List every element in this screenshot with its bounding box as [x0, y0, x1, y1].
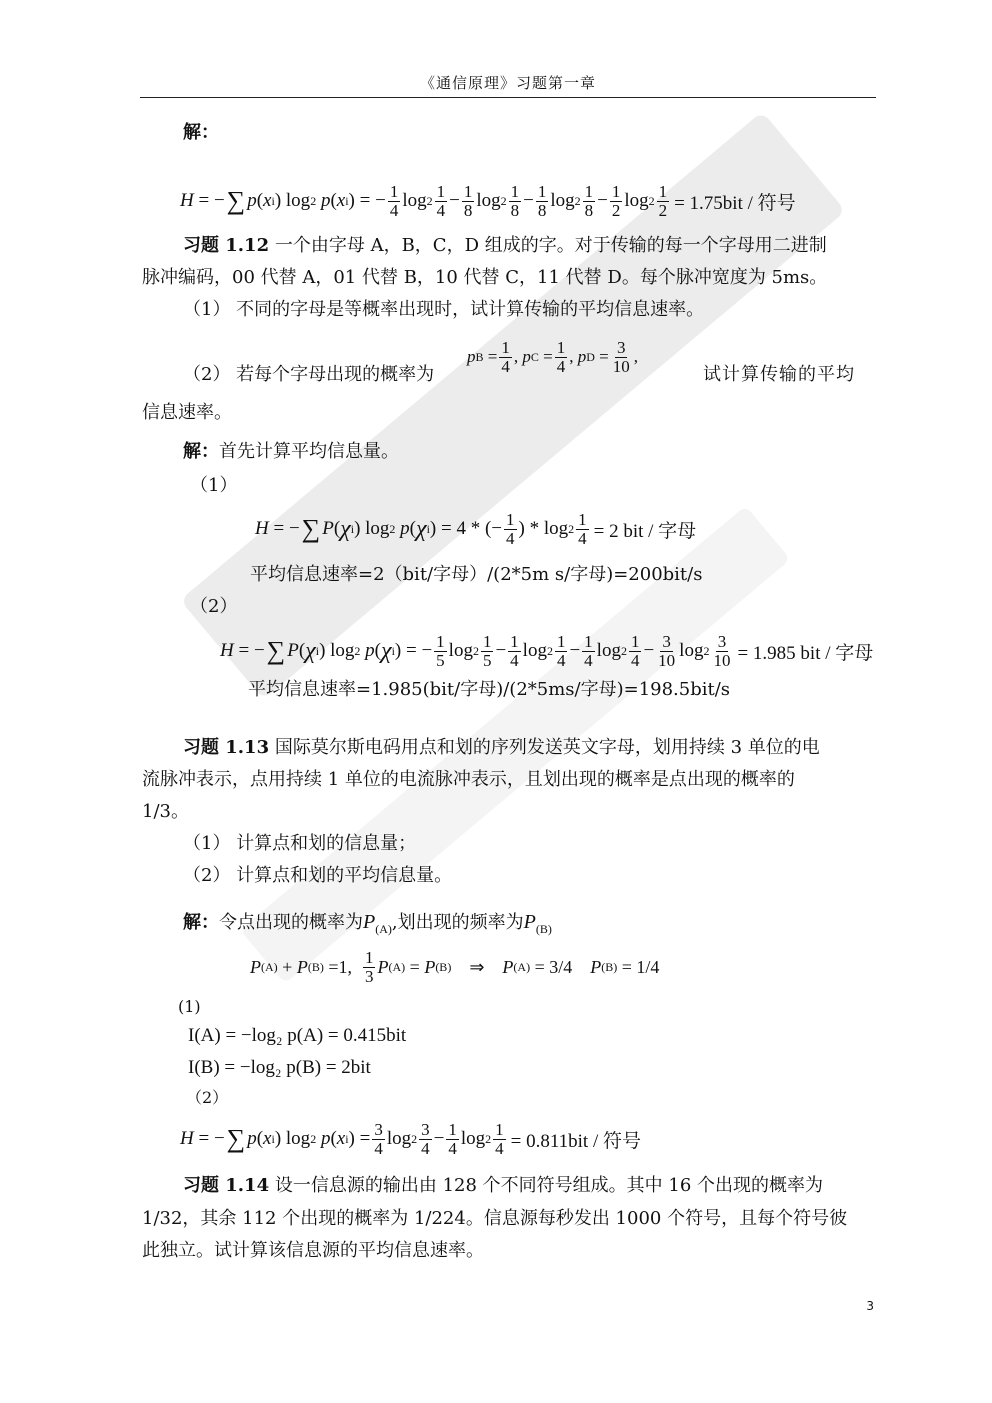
equation-1-result: = 1.75bit / 符号 [674, 192, 796, 214]
solution-1-13-text-a: 令点出现的概率为 [219, 912, 363, 933]
solution-1-13-part2-number: （2） [186, 1088, 229, 1107]
equation-nonuniform-result: = 1.985 bit / 字母 [737, 642, 874, 664]
problem-1-12-line2: 脉冲编码，00 代替 A，01 代替 B，10 代替 C，11 代替 D。每个脉冲宽度为 5ms。 [142, 267, 828, 288]
problem-1-13-text1: 国际莫尔斯电码用点和划的序列发送英文字母，划用持续 3 单位的电 [274, 737, 820, 758]
solution-1-12-rate2: 平均信息速率=1.985(bit/字母)/(2*5ms/字母)=198.5bit/s [248, 679, 731, 700]
solution-1-12-intro-text: 首先计算平均信息量。 [219, 441, 399, 462]
solution-1-13-part1-number: (1) [178, 997, 201, 1016]
probability-relations: P (A) + P (B) =1, $\frac{1}{3}$ P (A) = P (B) ⇒ P (A) = 3/4 P (B) = 1/4 [250, 947, 660, 986]
solution-1-12-part2-number: （2） [190, 596, 238, 617]
page-number: 3 [866, 1299, 874, 1313]
problem-1-12-q2-tail: 试计算传输的平均 [703, 364, 855, 385]
problem-1-13-line1 [183, 739, 820, 757]
problem-1-13-label: 习题 1.13 [183, 737, 270, 758]
problem-1-12-q2-text: （2） 若每个字母出现的概率为 [183, 364, 435, 385]
problem-1-14-line3: 此独立。试计算该信息源的平均信息速率。 [142, 1240, 484, 1261]
information-b: I(B) = −log₂ p(B) = 2bit [188, 1057, 371, 1078]
header-rule [140, 97, 876, 98]
equation-uniform-result: = 2 bit / 字母 [593, 520, 697, 542]
problem-1-14-text1: 设一信息源的输出由 128 个不同符号组成。其中 16 个出现的概率为 [274, 1175, 823, 1196]
entropy-equation-nonuniform: H = − ∑ P ( χ i ) log 2 p ( χ i ) = − $\frac{1}{5}$ log 2 $\frac{1}{5}$ − $\frac{1}{4}$ log 2 $\frac{1}{4}$ − $\frac{1}{4}$ log 2 $\frac{1}{4}$ − $\frac{3}{10}$ log 2 $\frac{3}{10}$ = 1.985 bit / 字母 [220, 631, 874, 670]
problem-1-13-q2: （2） 计算点和划的平均信息量。 [183, 865, 453, 886]
problem-1-12-probabilities: p B = $\frac{1}{4}$ , p C = $\frac{1}{4}$ , p D = $\frac{3}{10}$ , [467, 337, 638, 376]
problem-1-12-text1: 一个由字母 A，B，C，D 组成的字。对于传输的每一个字母用二进制 [274, 235, 827, 256]
solution-1-13-text-b: ,划出现的频率为 [391, 912, 524, 933]
solution-1-13-label: 解： [183, 912, 219, 933]
information-a: I(A) = −log₂ p(A) = 0.415bit [188, 1025, 407, 1046]
problem-1-12-q2-end: 信息速率。 [142, 402, 232, 423]
equation-morse-result: = 0.811bit / 符号 [510, 1130, 641, 1152]
solution-1-12-rate1: 平均信息速率=2（bit/字母）/(2*5m s/字母)=200bit/s [250, 564, 703, 585]
solution-label: 解： [183, 122, 219, 143]
problem-1-14-label: 习题 1.14 [183, 1175, 270, 1196]
entropy-equation-uniform: H = − ∑ P ( χ i ) log 2 p ( χ i ) = 4 * (− $\frac{1}{4}$ ) * log 2 $\frac{1}{4}$ = 2 bit / 字母 [255, 509, 697, 548]
entropy-equation-1: H = − ∑ p ( x i ) log 2 p ( x i ) = − $\frac{1}{4}$ log 2 $\frac{1}{4}$ − $\frac{1}{8}$ log 2 $\frac{1}{8}$ − $\frac{1}{8}$ log 2 $\frac{1}{8}$ − $\frac{1}{2}$ log 2 $\frac{1}{2}$ = 1.75bit / 符号 [180, 181, 796, 220]
solution-1-13-intro: 解：令点出现的概率为$P_{(A)}$,划出现的频率为$P_{(B)}$ [183, 911, 552, 936]
problem-1-12-line1 [183, 237, 827, 255]
problem-1-13-line2: 流脉冲表示，点用持续 1 单位的电流脉冲表示，且划出现的概率是点出现的概率的 [142, 769, 795, 790]
problem-1-14-line2: 1/32，其余 112 个出现的概率为 1/224。信息源每秒发出 1000 个符号，且每个符号彼 [142, 1208, 848, 1229]
solution-1-12-part1-number: （1） [190, 475, 238, 496]
entropy-equation-morse: H = − ∑ p ( x i ) log 2 p ( x i ) = $\frac{3}{4}$ log 2 $\frac{3}{4}$ − $\frac{1}{4}$ log 2 $\frac{1}{4}$ = 0.811bit / 符号 [180, 1119, 641, 1158]
problem-1-14-line1 [183, 1177, 823, 1195]
solution-1-12-label: 解： [183, 441, 219, 462]
solution-1-12-intro [183, 443, 399, 461]
page-header: 《通信原理》习题第一章 [419, 74, 596, 92]
problem-1-12-q1: （1） 不同的字母是等概率出现时，试计算传输的平均信息速率。 [183, 299, 705, 320]
problem-1-12-label: 习题 1.12 [183, 235, 270, 256]
problem-1-13-q1: （1） 计算点和划的信息量； [183, 833, 417, 854]
problem-1-13-line3: 1/3。 [142, 801, 189, 822]
